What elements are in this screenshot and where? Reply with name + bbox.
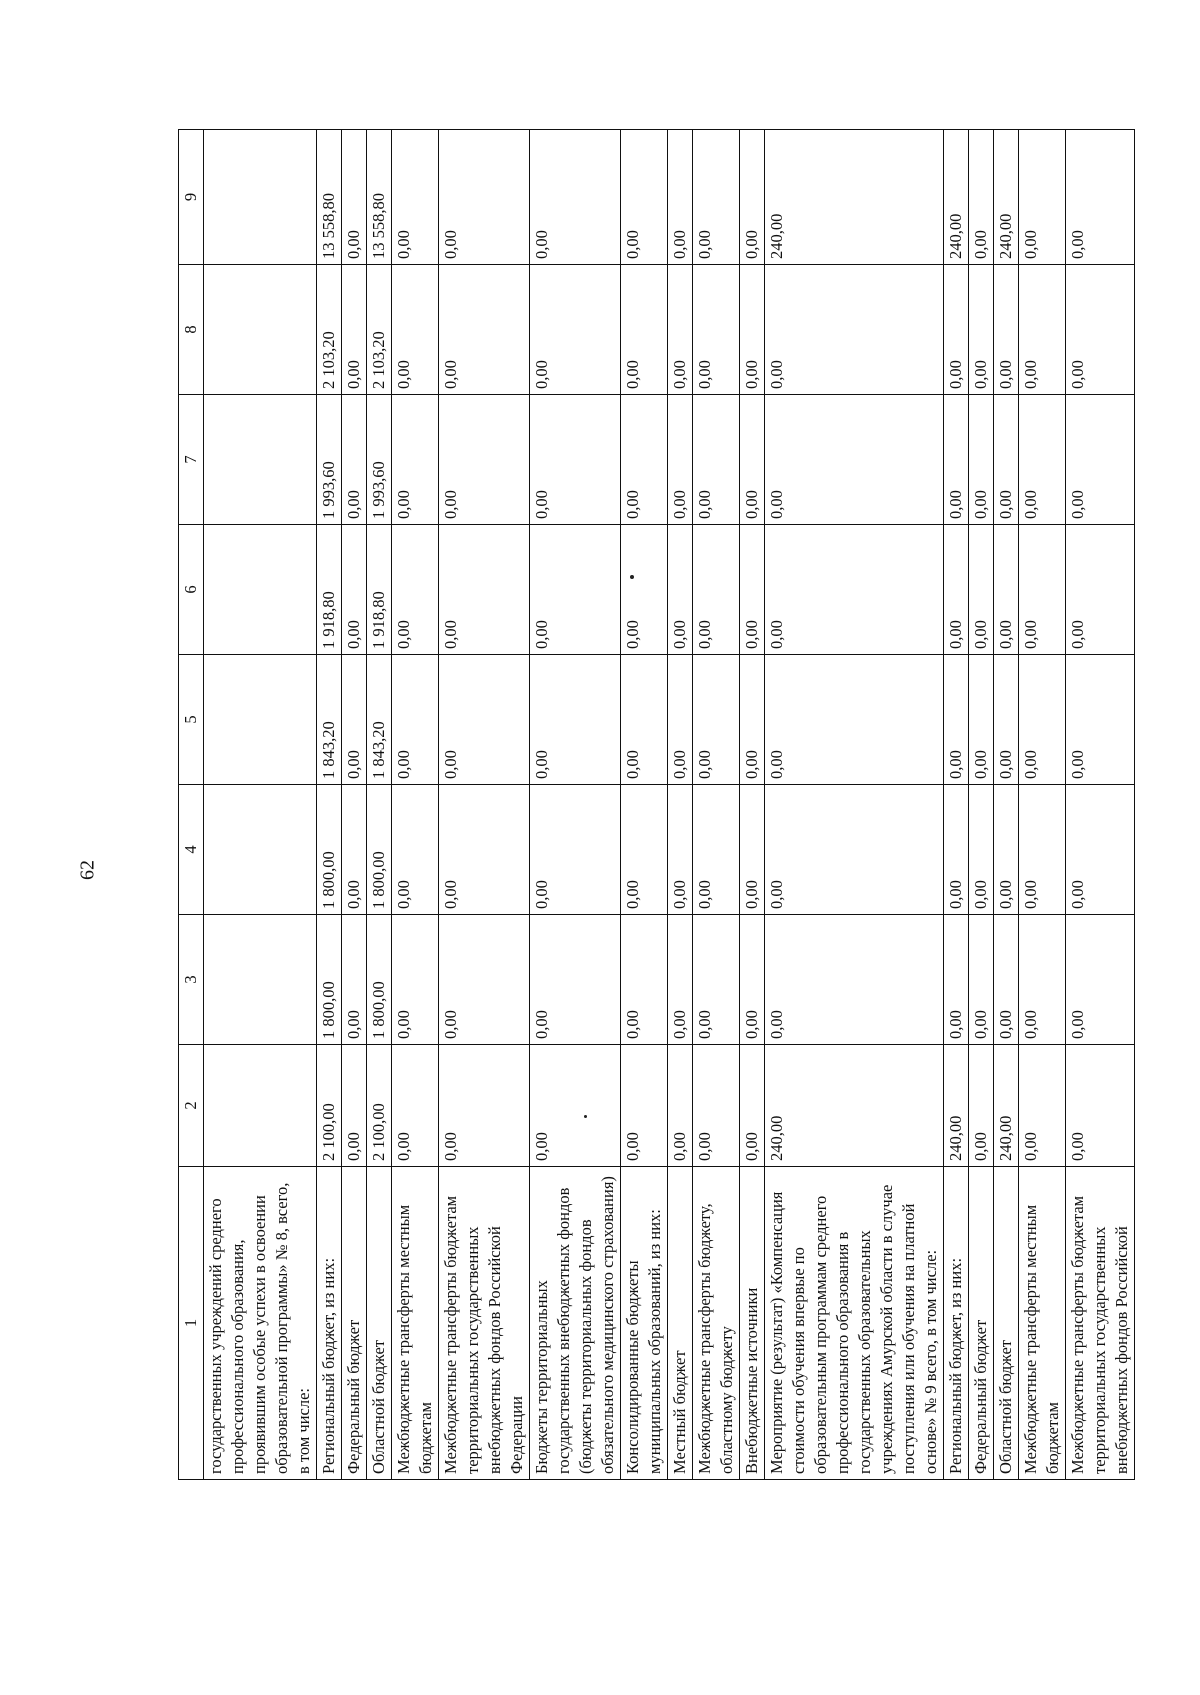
value-cell: 0,00	[994, 395, 1019, 525]
value-cell	[204, 130, 317, 265]
table-row	[1019, 130, 1066, 1480]
value-cell: 0,00	[994, 525, 1019, 655]
value-cell: 1 843,20	[317, 655, 342, 785]
column-header: 1	[179, 1167, 204, 1480]
value-cell: 0,00	[392, 785, 439, 915]
table-row	[621, 130, 668, 1480]
value-cell: 0,00	[668, 130, 693, 265]
value-cell: 0,00	[621, 525, 668, 655]
value-cell: 0,00	[392, 1045, 439, 1167]
budget-table	[178, 129, 1135, 1480]
value-cell: 0,00	[668, 1045, 693, 1167]
table-row	[317, 130, 342, 1480]
value-cell	[204, 785, 317, 915]
row-label: Федеральный бюджет	[342, 1167, 367, 1480]
value-cell: 0,00	[530, 395, 621, 525]
value-cell: 0,00	[439, 130, 530, 265]
table-row	[1066, 130, 1135, 1480]
value-cell: 0,00	[439, 785, 530, 915]
row-label: Внебюджетные источники	[740, 1167, 765, 1480]
value-cell: 2 103,20	[367, 265, 392, 395]
value-cell: 0,00	[969, 655, 994, 785]
table-row	[693, 130, 740, 1480]
column-header: 4	[179, 785, 204, 915]
value-cell: 1 800,00	[317, 915, 342, 1045]
value-cell: 0,00	[944, 265, 969, 395]
value-cell: 0,00	[740, 915, 765, 1045]
value-cell: 0,00	[969, 130, 994, 265]
row-label: Межбюджетные трансферты бюджетам территориальных государственных внебюджетных фондов Российской Федерации	[439, 1167, 530, 1480]
column-header: 5	[179, 655, 204, 785]
column-header: 8	[179, 265, 204, 395]
value-cell: 0,00	[969, 785, 994, 915]
value-cell: 0,00	[1066, 915, 1135, 1045]
row-label: Местный бюджет	[668, 1167, 693, 1480]
table-row	[994, 130, 1019, 1480]
value-cell: 0,00	[342, 525, 367, 655]
value-cell: 13 558,80	[367, 130, 392, 265]
value-cell: 0,00	[392, 130, 439, 265]
value-cell: 240,00	[994, 1045, 1019, 1167]
value-cell: 0,00	[342, 655, 367, 785]
value-cell: 0,00	[392, 395, 439, 525]
value-cell: 0,00	[342, 395, 367, 525]
value-cell: 0,00	[342, 265, 367, 395]
value-cell: 1 993,60	[317, 395, 342, 525]
value-cell: 0,00	[693, 395, 740, 525]
value-cell: 0,00	[530, 265, 621, 395]
value-cell: 0,00	[530, 785, 621, 915]
value-cell: 0,00	[693, 915, 740, 1045]
value-cell: 0,00	[668, 525, 693, 655]
column-header: 7	[179, 395, 204, 525]
value-cell: 0,00	[621, 915, 668, 1045]
value-cell: 0,00	[969, 915, 994, 1045]
value-cell: 0,00	[1019, 655, 1066, 785]
value-cell: 0,00	[342, 1045, 367, 1167]
value-cell: 0,00	[944, 395, 969, 525]
value-cell: 0,00	[668, 265, 693, 395]
value-cell: 0,00	[1019, 915, 1066, 1045]
table-row	[740, 130, 765, 1480]
table-row	[668, 130, 693, 1480]
value-cell: 0,00	[1066, 655, 1135, 785]
value-cell: 0,00	[994, 915, 1019, 1045]
row-label: государственных учреждений среднего профессионального образования, проявившим особые успехи в освоении образовательной программы» № 8, всего, в том числе:	[204, 1167, 317, 1480]
value-cell: 0,00	[1019, 265, 1066, 395]
value-cell: 0,00	[740, 1045, 765, 1167]
value-cell: 0,00	[1066, 525, 1135, 655]
table-row	[969, 130, 994, 1480]
value-cell: 1 918,80	[367, 525, 392, 655]
column-header: 9	[179, 130, 204, 265]
value-cell: 0,00	[621, 395, 668, 525]
scan-speck	[630, 575, 634, 579]
value-cell	[204, 655, 317, 785]
value-cell: 0,00	[1066, 265, 1135, 395]
table-row	[944, 130, 969, 1480]
row-label: Межбюджетные трансферты местным бюджетам	[392, 1167, 439, 1480]
value-cell	[204, 395, 317, 525]
value-cell: 0,00	[392, 525, 439, 655]
value-cell: 0,00	[668, 915, 693, 1045]
value-cell: 0,00	[693, 1045, 740, 1167]
row-label: Региональный бюджет, из них:	[317, 1167, 342, 1480]
value-cell: 0,00	[1019, 785, 1066, 915]
value-cell: 0,00	[693, 655, 740, 785]
value-cell: 0,00	[530, 915, 621, 1045]
table-row	[765, 130, 944, 1480]
value-cell: 240,00	[944, 130, 969, 265]
value-cell: 0,00	[1019, 395, 1066, 525]
value-cell: 0,00	[693, 265, 740, 395]
column-header: 2	[179, 1045, 204, 1167]
value-cell: 13 558,80	[317, 130, 342, 265]
value-cell: 0,00	[969, 265, 994, 395]
value-cell: 0,00	[740, 130, 765, 265]
value-cell: 0,00	[530, 1045, 621, 1167]
value-cell: 0,00	[740, 265, 765, 395]
value-cell: 0,00	[668, 395, 693, 525]
value-cell: 0,00	[765, 915, 944, 1045]
value-cell: 0,00	[621, 785, 668, 915]
value-cell: 1 800,00	[367, 915, 392, 1045]
page-number: 62	[76, 860, 99, 880]
value-cell: 240,00	[765, 130, 944, 265]
scan-speck	[584, 1115, 587, 1118]
value-cell: 0,00	[944, 785, 969, 915]
value-cell: 2 103,20	[317, 265, 342, 395]
table-row	[204, 130, 317, 1480]
value-cell: 0,00	[342, 915, 367, 1045]
value-cell	[204, 265, 317, 395]
value-cell: 0,00	[1066, 1045, 1135, 1167]
value-cell	[204, 525, 317, 655]
value-cell: 0,00	[1066, 785, 1135, 915]
value-cell: 0,00	[1019, 130, 1066, 265]
value-cell: 0,00	[693, 130, 740, 265]
value-cell: 0,00	[740, 655, 765, 785]
value-cell: 0,00	[392, 655, 439, 785]
value-cell: 0,00	[765, 655, 944, 785]
value-cell: 0,00	[1019, 1045, 1066, 1167]
value-cell: 0,00	[969, 395, 994, 525]
value-cell	[204, 915, 317, 1045]
row-label: Федеральный бюджет	[969, 1167, 994, 1480]
value-cell: 0,00	[621, 130, 668, 265]
value-cell	[204, 1045, 317, 1167]
value-cell: 1 800,00	[367, 785, 392, 915]
value-cell: 0,00	[740, 525, 765, 655]
value-cell: 0,00	[530, 525, 621, 655]
row-label: Областной бюджет	[367, 1167, 392, 1480]
value-cell: 0,00	[621, 655, 668, 785]
value-cell: 0,00	[342, 785, 367, 915]
value-cell: 0,00	[969, 1045, 994, 1167]
value-cell: 0,00	[439, 265, 530, 395]
value-cell: 0,00	[944, 915, 969, 1045]
value-cell: 2 100,00	[367, 1045, 392, 1167]
value-cell: 0,00	[530, 130, 621, 265]
row-label: Региональный бюджет, из них:	[944, 1167, 969, 1480]
value-cell: 0,00	[668, 655, 693, 785]
value-cell: 0,00	[1066, 395, 1135, 525]
value-cell: 240,00	[994, 130, 1019, 265]
value-cell: 0,00	[392, 265, 439, 395]
value-cell: 0,00	[439, 1045, 530, 1167]
column-header: 3	[179, 915, 204, 1045]
value-cell: 0,00	[693, 525, 740, 655]
value-cell: 0,00	[994, 265, 1019, 395]
table-row	[342, 130, 367, 1480]
value-cell: 0,00	[740, 785, 765, 915]
value-cell: 1 918,80	[317, 525, 342, 655]
value-cell: 0,00	[621, 265, 668, 395]
row-label: Областной бюджет	[994, 1167, 1019, 1480]
value-cell: 0,00	[668, 785, 693, 915]
value-cell: 0,00	[765, 525, 944, 655]
table-row	[367, 130, 392, 1480]
value-cell: 0,00	[530, 655, 621, 785]
value-cell: 0,00	[994, 785, 1019, 915]
value-cell: 0,00	[1019, 525, 1066, 655]
value-cell: 0,00	[621, 1045, 668, 1167]
table-row	[530, 130, 621, 1480]
row-label: Мероприятие (результат) «Компенсация стоимости обучения впервые по образовательным программам среднего профессионального образования в государственных образовательных учреждениях Амурской области в случае поступления или обучения на платной основе» № 9 всего, в том числе:	[765, 1167, 944, 1480]
value-cell: 0,00	[944, 655, 969, 785]
value-cell: 240,00	[765, 1045, 944, 1167]
header-row	[179, 130, 204, 1480]
value-cell: 0,00	[765, 265, 944, 395]
row-label: Межбюджетные трансферты бюджету, областному бюджету	[693, 1167, 740, 1480]
value-cell: 0,00	[1066, 130, 1135, 265]
budget-table-rotated	[178, 130, 1131, 1480]
value-cell: 0,00	[765, 395, 944, 525]
table-row	[439, 130, 530, 1480]
value-cell: 0,00	[740, 395, 765, 525]
value-cell: 0,00	[693, 785, 740, 915]
value-cell: 0,00	[342, 130, 367, 265]
value-cell: 0,00	[994, 655, 1019, 785]
value-cell: 0,00	[969, 525, 994, 655]
value-cell: 0,00	[439, 655, 530, 785]
value-cell: 0,00	[439, 525, 530, 655]
value-cell: 0,00	[392, 915, 439, 1045]
value-cell: 1 800,00	[317, 785, 342, 915]
value-cell: 0,00	[439, 915, 530, 1045]
value-cell: 240,00	[944, 1045, 969, 1167]
value-cell: 2 100,00	[317, 1045, 342, 1167]
value-cell: 0,00	[439, 395, 530, 525]
row-label: Консолидированные бюджеты муниципальных образований, из них:	[621, 1167, 668, 1480]
row-label: Бюджеты территориальных государственных внебюджетных фондов (бюджеты территориальных фондов обязательного медицинского страхования)	[530, 1167, 621, 1480]
row-label: Межбюджетные трансферты бюджетам территориальных государственных внебюджетных фондов Российской	[1066, 1167, 1135, 1480]
value-cell: 0,00	[765, 785, 944, 915]
value-cell: 1 843,20	[367, 655, 392, 785]
value-cell: 0,00	[944, 525, 969, 655]
column-header: 6	[179, 525, 204, 655]
table-row	[392, 130, 439, 1480]
row-label: Межбюджетные трансферты местным бюджетам	[1019, 1167, 1066, 1480]
value-cell: 1 993,60	[367, 395, 392, 525]
